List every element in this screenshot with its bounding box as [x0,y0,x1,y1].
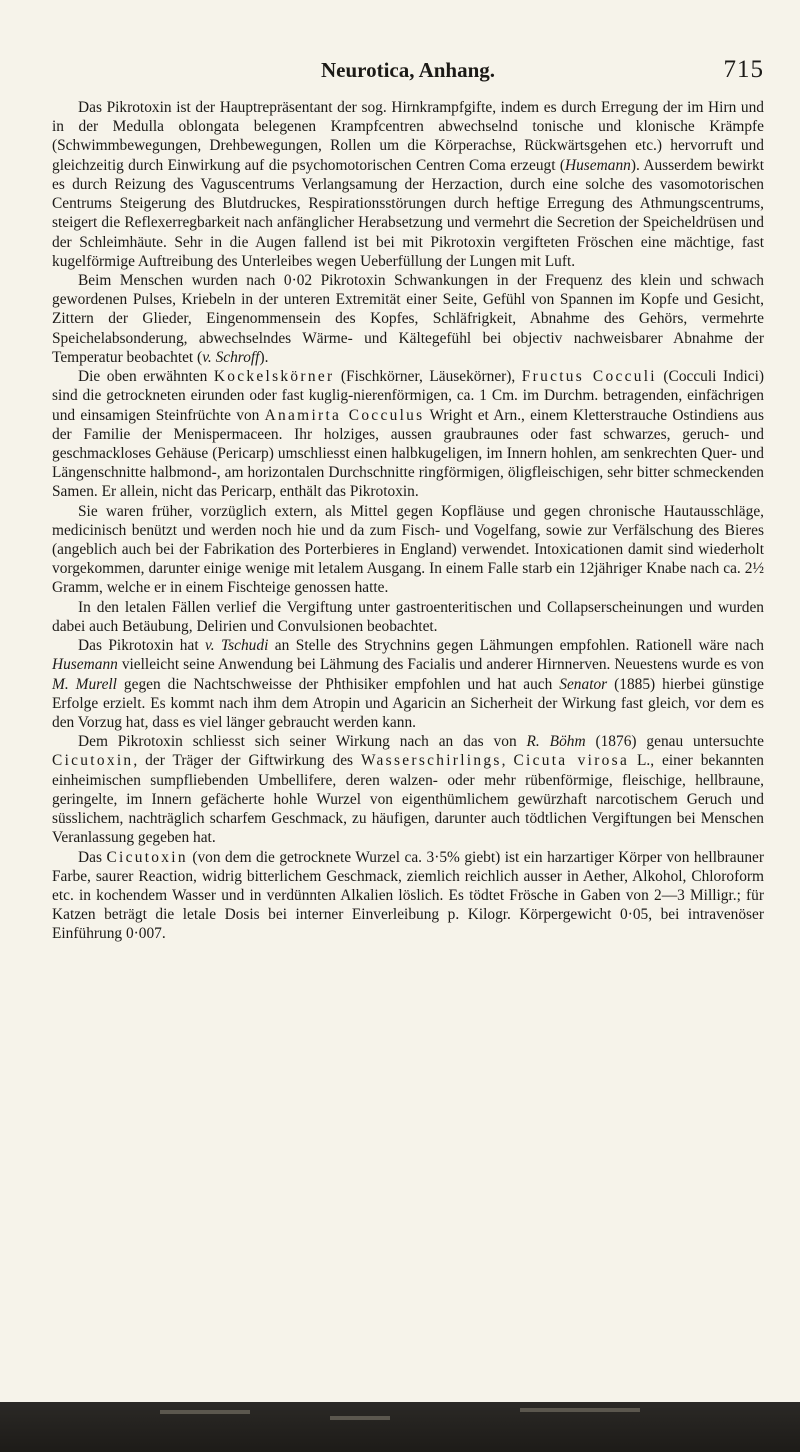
author-name: Husemann [52,656,118,674]
book-page [52,0,764,1452]
emphasized-term: Cicuta virosa [513,752,630,770]
emphasized-term: Wasserschirlings [360,752,502,770]
paragraph: Dem Pikrotoxin schliesst sich seiner Wirkung nach an das von R. Böhm (1876) genau untersuchte Cicutoxin, der Träger der Giftwirkung des Wasserschirlings, Cicuta virosa L., einer bekannten einheimischen sumpfliebenden Umbellifere, deren walzen- oder mehr rübenförmige, fleischige, hellbraune, geringelte, im Innern gefächerte hohle Wurzel von eigenthümlichem gewürzhaft narcotischem Geruch und süsslichem, nachträglich scharfem Geschmack, zu häufigen, darunter auch tödtlichen Vergiftungen bei Menschen Veranlassung gegeben hat. [52,733,764,847]
paragraph: Beim Menschen wurden nach 0·02 Pikrotoxin Schwankungen in der Frequenz des klein und schwach gewordenen Pulses, Kriebeln in der unteren Extremität einer Seite, Gefühl von Spannen im Kopfe und Gesicht, Zittern der Glieder, Eingenommensein des Kopfes, Schläfrigkeit, Abnahme des Gehörs, vermehrte Speichelabsonderung, abwechselndes Wärme- und Kältegefühl bei objectiv nachweisbarer Abnahme der Temperatur beobachtet (v. Schroff). [52,271,764,366]
author-name: v. Tschudi [205,637,269,655]
scan-edge [0,1402,800,1452]
paragraph: In den letalen Fällen verlief die Vergiftung unter gastroenteritischen und Collapserscheinungen und wurden dabei auch Betäubung, Delirien und Convulsionen beobachtet. [52,598,764,635]
paragraph: Das Cicutoxin (von dem die getrocknete Wurzel ca. 3·5% giebt) ist ein harzartiger Körper von hellbrauner Farbe, saurer Reaction, widrig bitterlichem Geschmack, ziemlich reichlich ausser in Aether, Alkohol, Chloroform etc. in kochendem Wasser und in verdünnten Alkalien löslich. Es tödtet Frösche in Gaben von 2—3 Milligr.; für Katzen beträgt die letale Dosis bei interner Einverleibung p. Kilogr. Körpergewicht 0·05, bei intravenöser Einführung 0·007. [52,848,764,943]
author-name: Husemann [565,156,631,174]
emphasized-term: Cicutoxin [52,752,134,770]
author-name: v. Schroff [202,348,260,366]
emphasized-term: Fructus Cocculi [521,368,657,386]
author-name: R. Böhm [526,733,586,751]
author-name: Senator [559,675,608,693]
body-text [52,98,764,944]
author-name: M. Murell [52,675,117,693]
paragraph: Das Pikrotoxin hat v. Tschudi an Stelle des Strychnins gegen Lähmungen empfohlen. Rationell wäre nach Husemann vielleicht seine Anwendung bei Lähmung des Facialis und anderer Hirnnerven. Neuestens wurde es von M. Murell gegen die Nachtschweisse der Phthisiker empfohlen und hat auch Senator (1885) hierbei günstige Erfolge erzielt. Es kommt nach ihm dem Atropin und Agaricin an Sicherheit der Wirkung fast gleich, vor dem es den Vorzug hat, dass es viel länger gebraucht werden kann. [52,637,764,731]
running-title: Neurotica, Anhang. [320,58,496,82]
paragraph: Sie waren früher, vorzüglich extern, als Mittel gegen Kopfläuse und gegen chronische Hautausschläge, medicinisch benützt und werden noch hie und da zum Fisch- und Vogelfang, sowie zur Verfälschung des Bieres (angeblich auch bei der Fabrikation des Porterbieres in England) verwendet. Intoxicationen damit sind wiederholt vorgekommen, darunter einige wenige mit letalem Ausgang. In einem Falle starb ein 12jähriger Knabe nach ca. 2½ Gramm, welche er in einem Fischteige genossen hatte. [52,502,764,597]
emphasized-term: Cicutoxin [106,848,188,866]
page-number: 715 [723,56,764,83]
emphasized-term: Kockelskörner [213,368,335,386]
emphasized-term: Anamirta Cocculus [264,406,425,424]
paragraph: Das Pikrotoxin ist der Hauptrepräsentant der sog. Hirnkrampfgifte, indem es durch Erregung der im Hirn und in der Medulla oblongata belegenen Krampfcentren abwechselnd tonische und klonische Krämpfe (Schwimmbewegungen, Drehbewegungen, Rollen um die Körperachse, Rückwärtsgehen etc.) hervorruft und gleichzeitig durch Einwirkung auf die psychomotorischen Centren Coma erzeugt (Husemann). Ausserdem bewirkt es durch Reizung des Vaguscentrums Verlangsamung der Herzaction, durch eine solche des vasomotorischen Centrums Steigerung des Blutdruckes, Respirationsstörungen durch heftige Erregung des Athmungscentrums, steigert die Reflexerregbarkeit nach anfänglicher Herabsetzung und vermehrt die Secretion der Speicheldrüsen und der Schleimhäute. Sehr in die Augen fallend ist bei mit Pikrotoxin vergifteten Fröschen eine mächtige, fast kugelförmige Auftreibung des Unterleibes wegen Ueberfüllung der Lungen mit Luft. [52,99,764,270]
paragraph: Die oben erwähnten Kockelskörner (Fischkörner, Läusekörner), Fructus Cocculi (Cocculi Indici) sind die getrockneten eirunden oder fast kuglig-nierenförmigen, ca. 1 Cm. im Durchm. betragenden, einfächrigen und einsamigen Steinfrüchte von Anamirta Cocculus Wright et Arn., einem Kletterstrauche Ostindiens aus der Familie der Menispermaceen. Ihr holziges, aussen graubraunes oder fast schwarzes, geruch- und geschmackloses Gehäuse (Pericarp) umschliesst einen halbkugeligen, im Innern hohlen, am senkrechten Quer- und Längenschnitte halbmond-, am horizontalen Durchschnitte ringförmigen, öligfleischigen, sehr bitter schmeckenden Samen. Er allein, nicht das Pericarp, enthält das Pikrotoxin. [52,368,765,501]
page-header [52,56,764,86]
